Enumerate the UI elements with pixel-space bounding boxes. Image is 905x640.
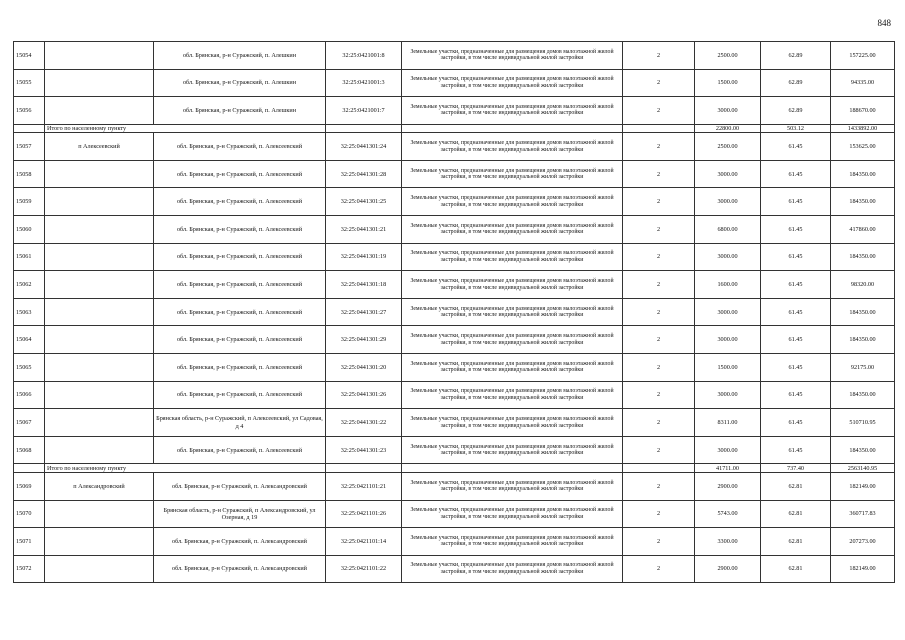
group-number: 2 (623, 298, 695, 326)
specific-cadastral-value: 62.89 (761, 97, 831, 125)
area: 2500.00 (695, 133, 761, 161)
area: 1500.00 (695, 69, 761, 97)
locality-name (45, 298, 154, 326)
row-number: 15054 (14, 42, 45, 70)
group-number: 2 (623, 326, 695, 354)
row-number: 15066 (14, 381, 45, 409)
cadastral-value: 182149.00 (831, 555, 895, 583)
locality-name (45, 409, 154, 437)
permitted-use: Земельные участки, предназначенные для размещения домов малоэтажной жилой застройки, в том числе индивидуальной жилой застройки (402, 354, 623, 382)
area: 3000.00 (695, 381, 761, 409)
area: 3000.00 (695, 326, 761, 354)
locality-name: п Алексеевский (45, 133, 154, 161)
row-number: 15067 (14, 409, 45, 437)
permitted-use: Земельные участки, предназначенные для размещения домов малоэтажной жилой застройки, в том числе индивидуальной жилой застройки (402, 436, 623, 464)
group-number: 2 (623, 436, 695, 464)
group-number: 2 (623, 160, 695, 188)
address: обл. Брянская, р-н Суражский, п. Александровский (154, 555, 326, 583)
permitted-use: Земельные участки, предназначенные для размещения домов малоэтажной жилой застройки, в том числе индивидуальной жилой застройки (402, 243, 623, 271)
area: 3000.00 (695, 188, 761, 216)
cadastral-number: 32:25:0421101:14 (326, 528, 402, 556)
address: Брянская область, р-н Суражский, п Александровский, ул Озерная, д 19 (154, 500, 326, 528)
cadastral-value-table (13, 41, 895, 583)
subtotal-uprks: 503.12 (761, 124, 831, 133)
area: 6800.00 (695, 216, 761, 244)
table-row (14, 133, 895, 161)
locality-name (45, 42, 154, 70)
address: обл. Брянская, р-н Суражский, п. Алексеевский (154, 298, 326, 326)
row-number: 15059 (14, 188, 45, 216)
permitted-use: Земельные участки, предназначенные для размещения домов малоэтажной жилой застройки, в том числе индивидуальной жилой застройки (402, 188, 623, 216)
cadastral-value: 94335.00 (831, 69, 895, 97)
locality-name (45, 97, 154, 125)
cadastral-number: 32:25:0441301:27 (326, 298, 402, 326)
specific-cadastral-value: 62.89 (761, 42, 831, 70)
address: обл. Брянская, р-н Суражский, п. Алексеевский (154, 381, 326, 409)
address: обл. Брянская, р-н Суражский, п. Алексеевский (154, 354, 326, 382)
cadastre-cell (326, 464, 402, 473)
specific-cadastral-value: 61.45 (761, 188, 831, 216)
group-number: 2 (623, 354, 695, 382)
specific-cadastral-value: 61.45 (761, 271, 831, 299)
table-row (14, 409, 895, 437)
locality-name (45, 555, 154, 583)
locality-name: п Александровский (45, 472, 154, 500)
table-row (14, 326, 895, 354)
group-number: 2 (623, 133, 695, 161)
permitted-use: Земельные участки, предназначенные для размещения домов малоэтажной жилой застройки, в том числе индивидуальной жилой застройки (402, 298, 623, 326)
group-number: 2 (623, 472, 695, 500)
specific-cadastral-value: 61.45 (761, 381, 831, 409)
subtotal-uprks: 737.40 (761, 464, 831, 473)
group-number: 2 (623, 528, 695, 556)
specific-cadastral-value: 62.81 (761, 555, 831, 583)
cadastral-number: 32:25:0441301:20 (326, 354, 402, 382)
table-row (14, 436, 895, 464)
group-number: 2 (623, 69, 695, 97)
permitted-use: Земельные участки, предназначенные для размещения домов малоэтажной жилой застройки, в том числе индивидуальной жилой застройки (402, 216, 623, 244)
locality-name (45, 436, 154, 464)
cadastral-number: 32:25:0441301:21 (326, 216, 402, 244)
address: обл. Брянская, р-н Суражский, п. Александровский (154, 472, 326, 500)
address: обл. Брянская, р-н Суражский, п. Алексеевский (154, 271, 326, 299)
locality-name (45, 160, 154, 188)
specific-cadastral-value: 62.81 (761, 528, 831, 556)
locality-name (45, 216, 154, 244)
cadastral-value: 182149.00 (831, 472, 895, 500)
permitted-use: Земельные участки, предназначенные для размещения домов малоэтажной жилой застройки, в том числе индивидуальной жилой застройки (402, 69, 623, 97)
specific-cadastral-value: 61.45 (761, 409, 831, 437)
permitted-use: Земельные участки, предназначенные для размещения домов малоэтажной жилой застройки, в том числе индивидуальной жилой застройки (402, 326, 623, 354)
specific-cadastral-value: 61.45 (761, 298, 831, 326)
cadastral-number: 32:25:0441301:18 (326, 271, 402, 299)
specific-cadastral-value: 61.45 (761, 354, 831, 382)
permitted-use: Земельные участки, предназначенные для размещения домов малоэтажной жилой застройки, в том числе индивидуальной жилой застройки (402, 500, 623, 528)
cadastral-value: 360717.83 (831, 500, 895, 528)
row-number: 15055 (14, 69, 45, 97)
area: 1500.00 (695, 354, 761, 382)
table-row (14, 271, 895, 299)
subtotal-label: Итого по населенному пункту (45, 124, 326, 133)
cadastral-number: 32:25:0441301:28 (326, 160, 402, 188)
locality-name (45, 326, 154, 354)
cadastral-value: 184350.00 (831, 381, 895, 409)
area: 3000.00 (695, 97, 761, 125)
locality-name (45, 381, 154, 409)
specific-cadastral-value: 61.45 (761, 326, 831, 354)
cadastral-number: 32:25:0421001:3 (326, 69, 402, 97)
specific-cadastral-value: 61.45 (761, 243, 831, 271)
address: обл. Брянская, р-н Суражский, п. Алексеевский (154, 160, 326, 188)
row-number-cell (14, 464, 45, 473)
cadastral-value: 157225.00 (831, 42, 895, 70)
group-number: 2 (623, 216, 695, 244)
table-row (14, 243, 895, 271)
cadastral-number: 32:25:0441301:19 (326, 243, 402, 271)
cadastral-number: 32:25:0421101:26 (326, 500, 402, 528)
cadastral-number: 32:25:0421101:22 (326, 555, 402, 583)
address: обл. Брянская, р-н Суражский, п. Алешкин (154, 42, 326, 70)
locality-name (45, 528, 154, 556)
locality-name (45, 354, 154, 382)
table-row (14, 216, 895, 244)
table-row (14, 354, 895, 382)
area: 2500.00 (695, 42, 761, 70)
use-cell (402, 124, 623, 133)
row-number: 15065 (14, 354, 45, 382)
table-row (14, 97, 895, 125)
cadastral-value: 207273.00 (831, 528, 895, 556)
specific-cadastral-value: 62.81 (761, 500, 831, 528)
subtotal-value: 1433892.00 (831, 124, 895, 133)
permitted-use: Земельные участки, предназначенные для размещения домов малоэтажной жилой застройки, в том числе индивидуальной жилой застройки (402, 271, 623, 299)
area: 3000.00 (695, 160, 761, 188)
use-cell (402, 464, 623, 473)
group-number: 2 (623, 271, 695, 299)
address: обл. Брянская, р-н Суражский, п. Алексеевский (154, 436, 326, 464)
table-row (14, 298, 895, 326)
group-number: 2 (623, 188, 695, 216)
page-number: 848 (877, 18, 891, 28)
address: обл. Брянская, р-н Суражский, п. Алексеевский (154, 133, 326, 161)
specific-cadastral-value: 61.45 (761, 436, 831, 464)
group-number: 2 (623, 97, 695, 125)
table-row (14, 160, 895, 188)
subtotal-row (14, 124, 895, 133)
cadastral-value: 92175.00 (831, 354, 895, 382)
permitted-use: Земельные участки, предназначенные для размещения домов малоэтажной жилой застройки, в том числе индивидуальной жилой застройки (402, 381, 623, 409)
cadastral-number: 32:25:0441301:25 (326, 188, 402, 216)
cadastre-cell (326, 124, 402, 133)
row-number: 15063 (14, 298, 45, 326)
table-row (14, 381, 895, 409)
area: 3300.00 (695, 528, 761, 556)
cadastral-value: 184350.00 (831, 326, 895, 354)
address: обл. Брянская, р-н Суражский, п. Алексеевский (154, 188, 326, 216)
cadastral-number: 32:25:0441301:23 (326, 436, 402, 464)
cadastral-number: 32:25:0421001:8 (326, 42, 402, 70)
permitted-use: Земельные участки, предназначенные для размещения домов малоэтажной жилой застройки, в том числе индивидуальной жилой застройки (402, 160, 623, 188)
area: 3000.00 (695, 243, 761, 271)
subtotal-area: 22800.00 (695, 124, 761, 133)
row-number: 15071 (14, 528, 45, 556)
table-row (14, 555, 895, 583)
table-row (14, 528, 895, 556)
table-row (14, 69, 895, 97)
group-number: 2 (623, 42, 695, 70)
row-number: 15064 (14, 326, 45, 354)
specific-cadastral-value: 62.89 (761, 69, 831, 97)
group-number: 2 (623, 555, 695, 583)
permitted-use: Земельные участки, предназначенные для размещения домов малоэтажной жилой застройки, в том числе индивидуальной жилой застройки (402, 528, 623, 556)
subtotal-row (14, 464, 895, 473)
table-row (14, 500, 895, 528)
area: 2900.00 (695, 555, 761, 583)
address: обл. Брянская, р-н Суражский, п. Алешкин (154, 97, 326, 125)
permitted-use: Земельные участки, предназначенные для размещения домов малоэтажной жилой застройки, в том числе индивидуальной жилой застройки (402, 133, 623, 161)
area: 1600.00 (695, 271, 761, 299)
row-number: 15068 (14, 436, 45, 464)
specific-cadastral-value: 61.45 (761, 216, 831, 244)
specific-cadastral-value: 62.81 (761, 472, 831, 500)
cadastral-number: 32:25:0441301:24 (326, 133, 402, 161)
locality-name (45, 243, 154, 271)
cadastral-number: 32:25:0421101:21 (326, 472, 402, 500)
row-number: 15060 (14, 216, 45, 244)
address: обл. Брянская, р-н Суражский, п. Алешкин (154, 69, 326, 97)
locality-name (45, 188, 154, 216)
cadastral-number: 32:25:0421001:7 (326, 97, 402, 125)
cadastral-number: 32:25:0441301:29 (326, 326, 402, 354)
cadastral-value: 184350.00 (831, 188, 895, 216)
table-row (14, 42, 895, 70)
cadastral-value: 417860.00 (831, 216, 895, 244)
cadastral-value: 188670.00 (831, 97, 895, 125)
row-number: 15069 (14, 472, 45, 500)
permitted-use: Земельные участки, предназначенные для размещения домов малоэтажной жилой застройки, в том числе индивидуальной жилой застройки (402, 555, 623, 583)
row-number: 15056 (14, 97, 45, 125)
locality-name (45, 69, 154, 97)
subtotal-area: 41711.00 (695, 464, 761, 473)
table-row (14, 188, 895, 216)
subtotal-label: Итого по населенному пункту (45, 464, 326, 473)
group-number: 2 (623, 243, 695, 271)
area: 3000.00 (695, 436, 761, 464)
area: 3000.00 (695, 298, 761, 326)
group-number: 2 (623, 409, 695, 437)
group-number: 2 (623, 381, 695, 409)
permitted-use: Земельные участки, предназначенные для размещения домов малоэтажной жилой застройки, в том числе индивидуальной жилой застройки (402, 409, 623, 437)
row-number: 15062 (14, 271, 45, 299)
group-cell (623, 124, 695, 133)
locality-name (45, 271, 154, 299)
cadastral-value: 184350.00 (831, 243, 895, 271)
row-number: 15058 (14, 160, 45, 188)
permitted-use: Земельные участки, предназначенные для размещения домов малоэтажной жилой застройки, в том числе индивидуальной жилой застройки (402, 472, 623, 500)
cadastral-value: 153625.00 (831, 133, 895, 161)
row-number: 15057 (14, 133, 45, 161)
row-number: 15070 (14, 500, 45, 528)
group-cell (623, 464, 695, 473)
cadastral-value: 510710.95 (831, 409, 895, 437)
area: 5743.00 (695, 500, 761, 528)
cadastral-number: 32:25:0441301:26 (326, 381, 402, 409)
specific-cadastral-value: 61.45 (761, 133, 831, 161)
permitted-use: Земельные участки, предназначенные для размещения домов малоэтажной жилой застройки, в том числе индивидуальной жилой застройки (402, 97, 623, 125)
address: обл. Брянская, р-н Суражский, п. Алексеевский (154, 326, 326, 354)
address: обл. Брянская, р-н Суражский, п. Александровский (154, 528, 326, 556)
address: обл. Брянская, р-н Суражский, п. Алексеевский (154, 216, 326, 244)
cadastral-value: 184350.00 (831, 298, 895, 326)
cadastral-value: 184350.00 (831, 436, 895, 464)
cadastral-number: 32:25:0441301:22 (326, 409, 402, 437)
table-body (14, 42, 895, 583)
specific-cadastral-value: 61.45 (761, 160, 831, 188)
group-number: 2 (623, 500, 695, 528)
area: 8311.00 (695, 409, 761, 437)
locality-name (45, 500, 154, 528)
cadastral-value: 98320.00 (831, 271, 895, 299)
row-number: 15061 (14, 243, 45, 271)
area: 2900.00 (695, 472, 761, 500)
row-number: 15072 (14, 555, 45, 583)
subtotal-value: 2563140.95 (831, 464, 895, 473)
cadastral-value: 184350.00 (831, 160, 895, 188)
table-row (14, 472, 895, 500)
permitted-use: Земельные участки, предназначенные для размещения домов малоэтажной жилой застройки, в том числе индивидуальной жилой застройки (402, 42, 623, 70)
address: обл. Брянская, р-н Суражский, п. Алексеевский (154, 243, 326, 271)
address: Брянская область, р-н Суражский, п Алексеевский, ул Садовая, д 4 (154, 409, 326, 437)
row-number-cell (14, 124, 45, 133)
